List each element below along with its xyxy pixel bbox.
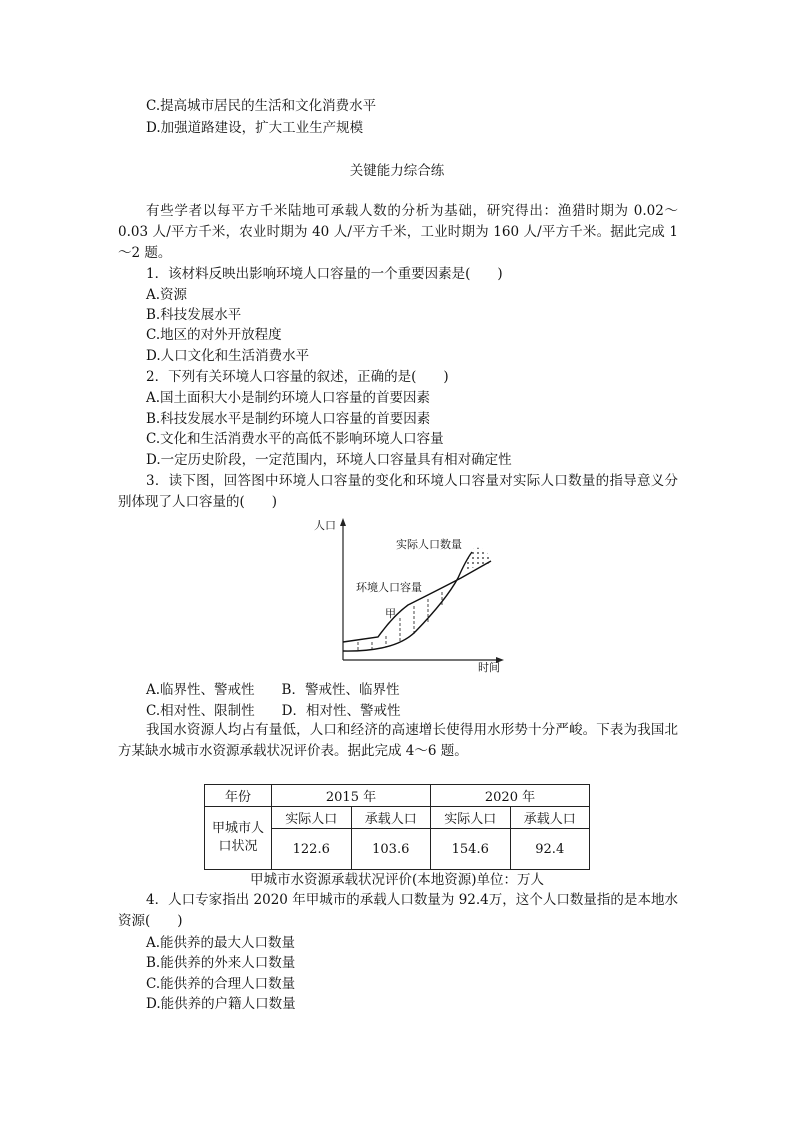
q1-option-b: B.科技发展水平	[146, 307, 242, 323]
table-cell: 年份	[205, 785, 272, 807]
actual-population-curve	[343, 552, 472, 651]
table-cell: 2020 年	[431, 785, 590, 807]
water-resource-table	[204, 784, 590, 870]
table-cell: 2015 年	[272, 785, 431, 807]
population-capacity-figure	[296, 516, 506, 674]
q1-option-d: D.人口文化和生活消费水平	[146, 348, 310, 364]
q4-option-c: C.能供养的合理人口数量	[146, 976, 296, 992]
q3-options-row1: A.临界性、警戒性 B．警戒性、临界性	[146, 682, 400, 698]
q2-stem: 2．下列有关环境人口容量的叙述，正确的是( )	[146, 369, 449, 385]
prev-option-d: D.加强道路建设，扩大工业生产规模	[146, 120, 364, 136]
table-cell: 92.4	[510, 829, 590, 870]
table-cell: 122.6	[272, 829, 352, 870]
table-header-row	[205, 785, 590, 807]
y-axis-label: 人口	[314, 519, 336, 532]
capacity-label: 环境人口容量	[356, 581, 422, 594]
table-cell: 承载人口	[510, 807, 590, 829]
q2-option-c: C.文化和生活消费水平的高低不影响环境人口容量	[146, 431, 444, 447]
jia-label: 甲	[385, 607, 396, 620]
section-title: 关键能力综合练	[349, 163, 445, 179]
q2-option-d: D.一定历史阶段，一定范围内，环境人口容量具有相对确定性	[146, 452, 512, 468]
hatch-lines	[358, 592, 442, 650]
table-cell: 实际人口	[431, 807, 511, 829]
q4-stem: 4．人口专家指出 2020 年甲城市的承载人口数量为 92.4万，这个人口数量指的是本地水资源( )	[118, 892, 678, 929]
table-caption: 甲城市水资源承载状况评价(本地资源)单位：万人	[249, 872, 545, 888]
q2-option-a: A.国土面积大小是制约环境人口容量的首要因素	[146, 390, 431, 406]
table-cell: 实际人口	[272, 807, 352, 829]
table-cell: 103.6	[351, 829, 431, 870]
intro-paragraph: 有些学者以每平方千米陆地可承载人数的分析为基础，研究得出：渔猎时期为 0.02～0.03 人/平方千米，农业时期为 40 人/平方千米，工业时期为 160 人/平方千米。据此完成 1～2 题。	[118, 203, 678, 261]
table-row-label: 甲城市人口状况	[205, 807, 272, 870]
q1-stem: 1．该材料反映出影响环境人口容量的一个重要因素是( )	[146, 266, 503, 282]
q1-option-c: C.地区的对外开放程度	[146, 327, 282, 343]
x-axis-label: 时间	[478, 661, 500, 674]
q4-option-b: B.能供养的外来人口数量	[146, 955, 296, 971]
q3-stem: 3．读下图，回答图中环境人口容量的变化和环境人口容量对实际人口数量的指导意义分别体现了人口容量的( )	[118, 473, 678, 510]
y-axis-arrow	[340, 518, 346, 526]
q3-options-row2: C.相对性、限制性 D．相对性、警戒性	[146, 703, 401, 719]
intro2-paragraph: 我国水资源人均占有量低，人口和经济的高速增长使得用水形势十分严峻。下表为我国北方某缺水城市水资源承载状况评价表。据此完成 4～6 题。	[118, 722, 678, 759]
q4-option-a: A.能供养的最大人口数量	[146, 935, 296, 951]
table-cell: 154.6	[431, 829, 511, 870]
actual-population-label: 实际人口数量	[396, 538, 462, 551]
table-subheader-row	[205, 807, 590, 829]
prev-option-c: C.提高城市居民的生活和文化消费水平	[146, 98, 377, 114]
q2-option-b: B.科技发展水平是制约环境人口容量的首要因素	[146, 411, 431, 427]
table-cell: 承载人口	[351, 807, 431, 829]
q4-option-d: D.能供养的户籍人口数量	[146, 996, 296, 1012]
q1-option-a: A.资源	[146, 287, 188, 303]
